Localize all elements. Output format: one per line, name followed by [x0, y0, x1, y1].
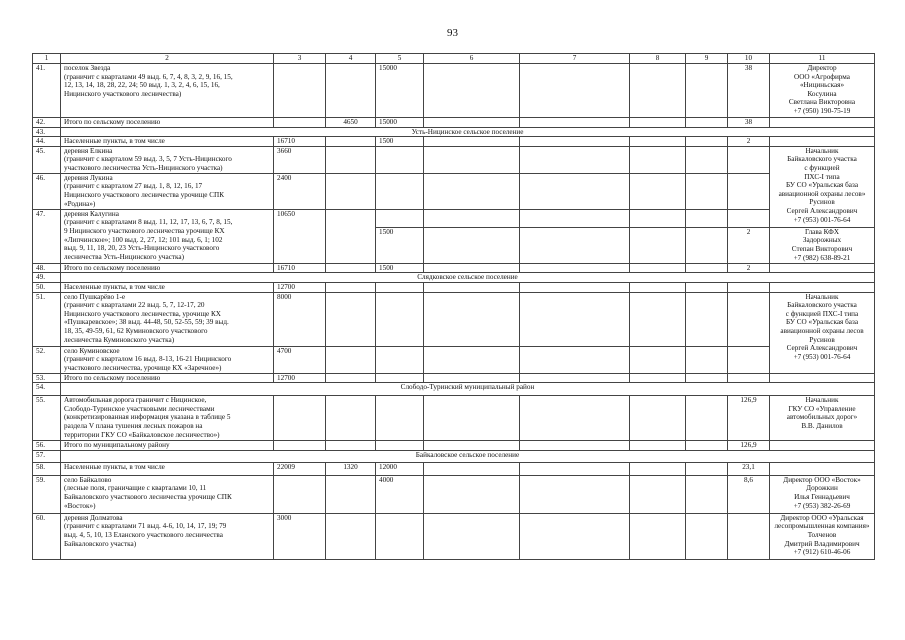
cell-9 — [686, 282, 728, 292]
cell-7 — [520, 373, 630, 383]
cell-6 — [424, 209, 520, 227]
cell-4 — [326, 137, 376, 147]
row-number: 56. — [33, 441, 61, 451]
contact-cell: Директор ООО «Уральская лесопромышленная компания» Толченов Дмитрий Владимирович +7 (912) 610-46-06 — [770, 513, 875, 559]
cell-5 — [376, 173, 424, 209]
cell-8 — [630, 292, 686, 346]
cell-7 — [520, 396, 630, 441]
section-row — [33, 273, 875, 283]
table-row — [33, 209, 875, 227]
settlement-name: Населенные пункты, в том числе — [61, 137, 274, 147]
cell-5: 1500 — [376, 263, 424, 273]
contact-cell — [770, 282, 875, 292]
section-row — [33, 450, 875, 462]
cell-4: 4650 — [326, 118, 376, 128]
row-number: 46. — [33, 173, 61, 209]
contact-cell — [770, 263, 875, 273]
header-cell: 1 — [33, 54, 61, 64]
header-cell: 8 — [630, 54, 686, 64]
contact-cell — [770, 462, 875, 475]
cell-5: 4000 — [376, 475, 424, 513]
cell-9 — [686, 475, 728, 513]
contact-cell — [770, 137, 875, 147]
table-row — [33, 137, 875, 147]
cell-5 — [376, 441, 424, 451]
cell-10: 8,6 — [728, 475, 770, 513]
section-row — [33, 383, 875, 396]
cell-6 — [424, 373, 520, 383]
cell-8 — [630, 227, 686, 263]
row-number: 58. — [33, 462, 61, 475]
cell-5 — [376, 346, 424, 373]
cell-6 — [424, 118, 520, 128]
cell-9 — [686, 173, 728, 209]
cell-9 — [686, 263, 728, 273]
cell-5: 15000 — [376, 118, 424, 128]
cell-8 — [630, 173, 686, 209]
settlement-name: деревня Долматова (граничит с кварталами 71 выд. 4-6, 10, 14, 17, 19; 79 выд. 4, 5, 10, 13 Еланского участкового лесничества Байкаловского участка) — [61, 513, 274, 559]
cell-7 — [520, 146, 630, 173]
contact-cell: Начальник Байкаловского участка с функцией ПХС-I типа БУ СО «Уральская база авиационной охраны лесов» Русинов Сергей Александрович +7 (953) 001-76-64 — [770, 146, 875, 227]
cell-5: 1500 — [376, 227, 424, 263]
settlement-name: Автомобильная дорога граничит с Ницинское, Слободо-Туринское участковыми лесничествами (конкретизированная информация указана в таблице 5 раздела V плана тушения лесных пожаров на территории ГКУ СО «Байкаловское лесничество») — [61, 396, 274, 441]
cell-10: 126,9 — [728, 441, 770, 451]
header-cell: 7 — [520, 54, 630, 64]
row-number: 43. — [33, 127, 61, 137]
row-number: 44. — [33, 137, 61, 147]
cell-7 — [520, 513, 630, 559]
row-number: 59. — [33, 475, 61, 513]
cell-3: 3000 — [274, 513, 326, 559]
cell-9 — [686, 292, 728, 346]
cell-8 — [630, 475, 686, 513]
cell-9 — [686, 64, 728, 118]
cell-4 — [326, 346, 376, 373]
cell-10: 23,1 — [728, 462, 770, 475]
settlement-name: поселок Звезда (граничит с кварталами 49 выд. 6, 7, 4, 8, 3, 2, 9, 16, 15, 12, 13, 14, 18, 28, 22, 24; 50 выд. 1, 3, 2, 4, 6, 15, 16, Ницинского участкового лесничества) — [61, 64, 274, 118]
table-row — [33, 146, 875, 173]
cell-10 — [728, 146, 770, 173]
cell-6 — [424, 346, 520, 373]
contact-cell: Глава КФХ Задорожных Степан Викторович +7 (982) 638-89-21 — [770, 227, 875, 263]
cell-7 — [520, 173, 630, 209]
cell-5: 12000 — [376, 462, 424, 475]
cell-3 — [274, 118, 326, 128]
row-number: 49. — [33, 273, 61, 283]
contact-cell — [770, 118, 875, 128]
cell-4 — [326, 396, 376, 441]
row-number: 60. — [33, 513, 61, 559]
cell-8 — [630, 396, 686, 441]
settlement-name: Итого по муниципальному району — [61, 441, 274, 451]
row-number: 50. — [33, 282, 61, 292]
cell-7 — [520, 282, 630, 292]
cell-9 — [686, 396, 728, 441]
section-title: Слободо-Туринский муниципальный район — [61, 383, 875, 396]
row-number: 57. — [33, 450, 61, 462]
table-row — [33, 263, 875, 273]
cell-5: 15000 — [376, 64, 424, 118]
row-number: 48. — [33, 263, 61, 273]
cell-10: 2 — [728, 137, 770, 147]
cell-7 — [520, 64, 630, 118]
cell-8 — [630, 209, 686, 227]
cell-5 — [376, 513, 424, 559]
settlement-name: село Куминовское (граничит с кварталом 16 выд. 8-13, 16-21 Ницинского участкового лесничества, урочище КХ «Заречное») — [61, 346, 274, 373]
cell-7 — [520, 441, 630, 451]
settlement-name: деревня Елкина (граничит с кварталом 59 выд. 3, 5, 7 Усть-Ницинского участкового лесничества Усть-Ницинского участка) — [61, 146, 274, 173]
cell-6 — [424, 137, 520, 147]
settlement-name: село Пушкарёво 1-е (граничит с кварталами 22 выд. 5, 7, 12-17, 20 Ницинского участкового лесничества, урочище КХ «Пушкаревское»; 38 выд. 44-48, 50, 52-55, 59; 39 выд. 18, 35, 49-59, 61, 62 Куминовского участкового лесничества Куминовского участка) — [61, 292, 274, 346]
cell-7 — [520, 227, 630, 263]
row-number: 47. — [33, 209, 61, 263]
cell-4 — [326, 513, 376, 559]
cell-8 — [630, 64, 686, 118]
cell-9 — [686, 373, 728, 383]
cell-6 — [424, 475, 520, 513]
header-cell: 11 — [770, 54, 875, 64]
cell-4 — [326, 475, 376, 513]
cell-3: 2400 — [274, 173, 326, 209]
section-title: Байкаловское сельское поселение — [61, 450, 875, 462]
table-row — [33, 396, 875, 441]
row-number: 51. — [33, 292, 61, 346]
settlement-name: Населенные пункты, в том числе — [61, 282, 274, 292]
cell-4 — [326, 146, 376, 173]
cell-10: 38 — [728, 118, 770, 128]
cell-7 — [520, 292, 630, 346]
cell-5 — [376, 396, 424, 441]
cell-3: 16710 — [274, 263, 326, 273]
header-row — [33, 54, 875, 64]
section-title: Усть-Ницинское сельское поселение — [61, 127, 875, 137]
row-number: 45. — [33, 146, 61, 173]
cell-9 — [686, 462, 728, 475]
table-row — [33, 475, 875, 513]
cell-3 — [274, 475, 326, 513]
section-title: Слядковское сельское поселение — [61, 273, 875, 283]
cell-6 — [424, 227, 520, 263]
cell-9 — [686, 513, 728, 559]
cell-5 — [376, 209, 424, 227]
cell-7 — [520, 263, 630, 273]
header-cell: 5 — [376, 54, 424, 64]
header-cell: 10 — [728, 54, 770, 64]
cell-6 — [424, 441, 520, 451]
cell-4 — [326, 373, 376, 383]
cell-3: 12700 — [274, 282, 326, 292]
header-cell: 6 — [424, 54, 520, 64]
contact-cell: Директор ООО «Агрофирма «Нициньская» Косулина Светлана Викторовна +7 (950) 190-75-19 — [770, 64, 875, 118]
cell-5 — [376, 282, 424, 292]
settlement-name: Итого по сельскому поселению — [61, 118, 274, 128]
cell-8 — [630, 441, 686, 451]
header-cell: 3 — [274, 54, 326, 64]
table-row — [33, 373, 875, 383]
cell-8 — [630, 282, 686, 292]
cell-5 — [376, 373, 424, 383]
contact-cell: Начальник ГКУ СО «Управление автомобильных дорог» В.В. Данилов — [770, 396, 875, 441]
settlement-name: деревня Калугина (граничит с кварталами 8 выд. 11, 12, 17, 13, 6, 7, 8, 15, 9 Ницинского участкового лесничества урочище КХ «Липчинское»; 100 выд. 2, 27, 12; 101 выд. 6, 1; 102 выд. 9, 11, 18, 20, 23 Усть-Ницинского участкового лесничества Усть-Ницинского участка) — [61, 209, 274, 263]
cell-4 — [326, 292, 376, 346]
cell-8 — [630, 346, 686, 373]
row-number: 52. — [33, 346, 61, 373]
table-row — [33, 346, 875, 373]
cell-7 — [520, 346, 630, 373]
cell-4 — [326, 173, 376, 209]
settlement-name: деревня Лукина (граничит с кварталом 27 выд. 1, 8, 12, 16, 17 Ницинского участкового лесничества урочище СПК «Родина») — [61, 173, 274, 209]
cell-4: 1320 — [326, 462, 376, 475]
cell-10: 2 — [728, 227, 770, 263]
cell-3: 16710 — [274, 137, 326, 147]
settlement-name: Итого по сельскому поселению — [61, 263, 274, 273]
cell-10: 38 — [728, 64, 770, 118]
cell-3: 4700 — [274, 346, 326, 373]
cell-3: 22009 — [274, 462, 326, 475]
cell-9 — [686, 118, 728, 128]
table-row — [33, 462, 875, 475]
row-number: 55. — [33, 396, 61, 441]
cell-10 — [728, 173, 770, 209]
cell-9 — [686, 137, 728, 147]
row-number: 53. — [33, 373, 61, 383]
cell-10: 126,9 — [728, 396, 770, 441]
cell-7 — [520, 118, 630, 128]
cell-7 — [520, 475, 630, 513]
cell-5 — [376, 146, 424, 173]
cell-9 — [686, 227, 728, 263]
cell-8 — [630, 137, 686, 147]
cell-6 — [424, 513, 520, 559]
cell-7 — [520, 462, 630, 475]
cell-6 — [424, 292, 520, 346]
cell-3: 8000 — [274, 292, 326, 346]
cell-3: 3660 — [274, 146, 326, 173]
settlement-name: Итого по сельскому поселению — [61, 373, 274, 383]
table-row — [33, 173, 875, 209]
row-number: 54. — [33, 383, 61, 396]
cell-8 — [630, 263, 686, 273]
cell-3: 12700 — [274, 373, 326, 383]
cell-10 — [728, 292, 770, 346]
cell-10 — [728, 373, 770, 383]
table-row — [33, 441, 875, 451]
cell-10 — [728, 209, 770, 227]
cell-7 — [520, 209, 630, 227]
cell-4 — [326, 263, 376, 273]
contact-cell — [770, 373, 875, 383]
cell-3: 10650 — [274, 209, 326, 263]
cell-5: 1500 — [376, 137, 424, 147]
cell-6 — [424, 173, 520, 209]
fire-plan-table — [32, 53, 875, 560]
cell-8 — [630, 373, 686, 383]
contact-cell — [770, 441, 875, 451]
cell-6 — [424, 263, 520, 273]
cell-8 — [630, 118, 686, 128]
cell-7 — [520, 137, 630, 147]
table-row — [33, 64, 875, 118]
cell-10 — [728, 282, 770, 292]
header-cell: 4 — [326, 54, 376, 64]
cell-6 — [424, 146, 520, 173]
cell-3 — [274, 441, 326, 451]
cell-8 — [630, 146, 686, 173]
cell-5 — [376, 292, 424, 346]
cell-6 — [424, 462, 520, 475]
cell-9 — [686, 441, 728, 451]
page-number: 93 — [447, 27, 458, 39]
header-cell: 9 — [686, 54, 728, 64]
cell-9 — [686, 209, 728, 227]
cell-4 — [326, 64, 376, 118]
table-row — [33, 282, 875, 292]
cell-9 — [686, 146, 728, 173]
cell-4 — [326, 441, 376, 451]
row-number: 42. — [33, 118, 61, 128]
contact-cell: Директор ООО «Восток» Дорожкин Илья Геннадьевич +7 (953) 382-26-69 — [770, 475, 875, 513]
table-row — [33, 292, 875, 346]
cell-8 — [630, 513, 686, 559]
settlement-name: село Байкалово (лесные поля, граничащие с кварталами 10, 11 Байкаловского участкового лесничества урочище СПК «Восток») — [61, 475, 274, 513]
settlement-name: Населенные пункты, в том числе — [61, 462, 274, 475]
cell-6 — [424, 282, 520, 292]
cell-3 — [274, 396, 326, 441]
table-row — [33, 513, 875, 559]
cell-9 — [686, 346, 728, 373]
section-row — [33, 127, 875, 137]
contact-cell: Начальник Байкаловского участка с функцией ПХС-I типа БУ СО «Уральская база авиационной охраны лесов Русинов Сергей Александрович +7 (953) 001-76-64 — [770, 292, 875, 373]
cell-3 — [274, 64, 326, 118]
table-row — [33, 118, 875, 128]
cell-10: 2 — [728, 263, 770, 273]
cell-6 — [424, 64, 520, 118]
cell-10 — [728, 513, 770, 559]
cell-4 — [326, 209, 376, 263]
cell-4 — [326, 282, 376, 292]
cell-10 — [728, 346, 770, 373]
cell-6 — [424, 396, 520, 441]
header-cell: 2 — [61, 54, 274, 64]
row-number: 41. — [33, 64, 61, 118]
cell-8 — [630, 462, 686, 475]
